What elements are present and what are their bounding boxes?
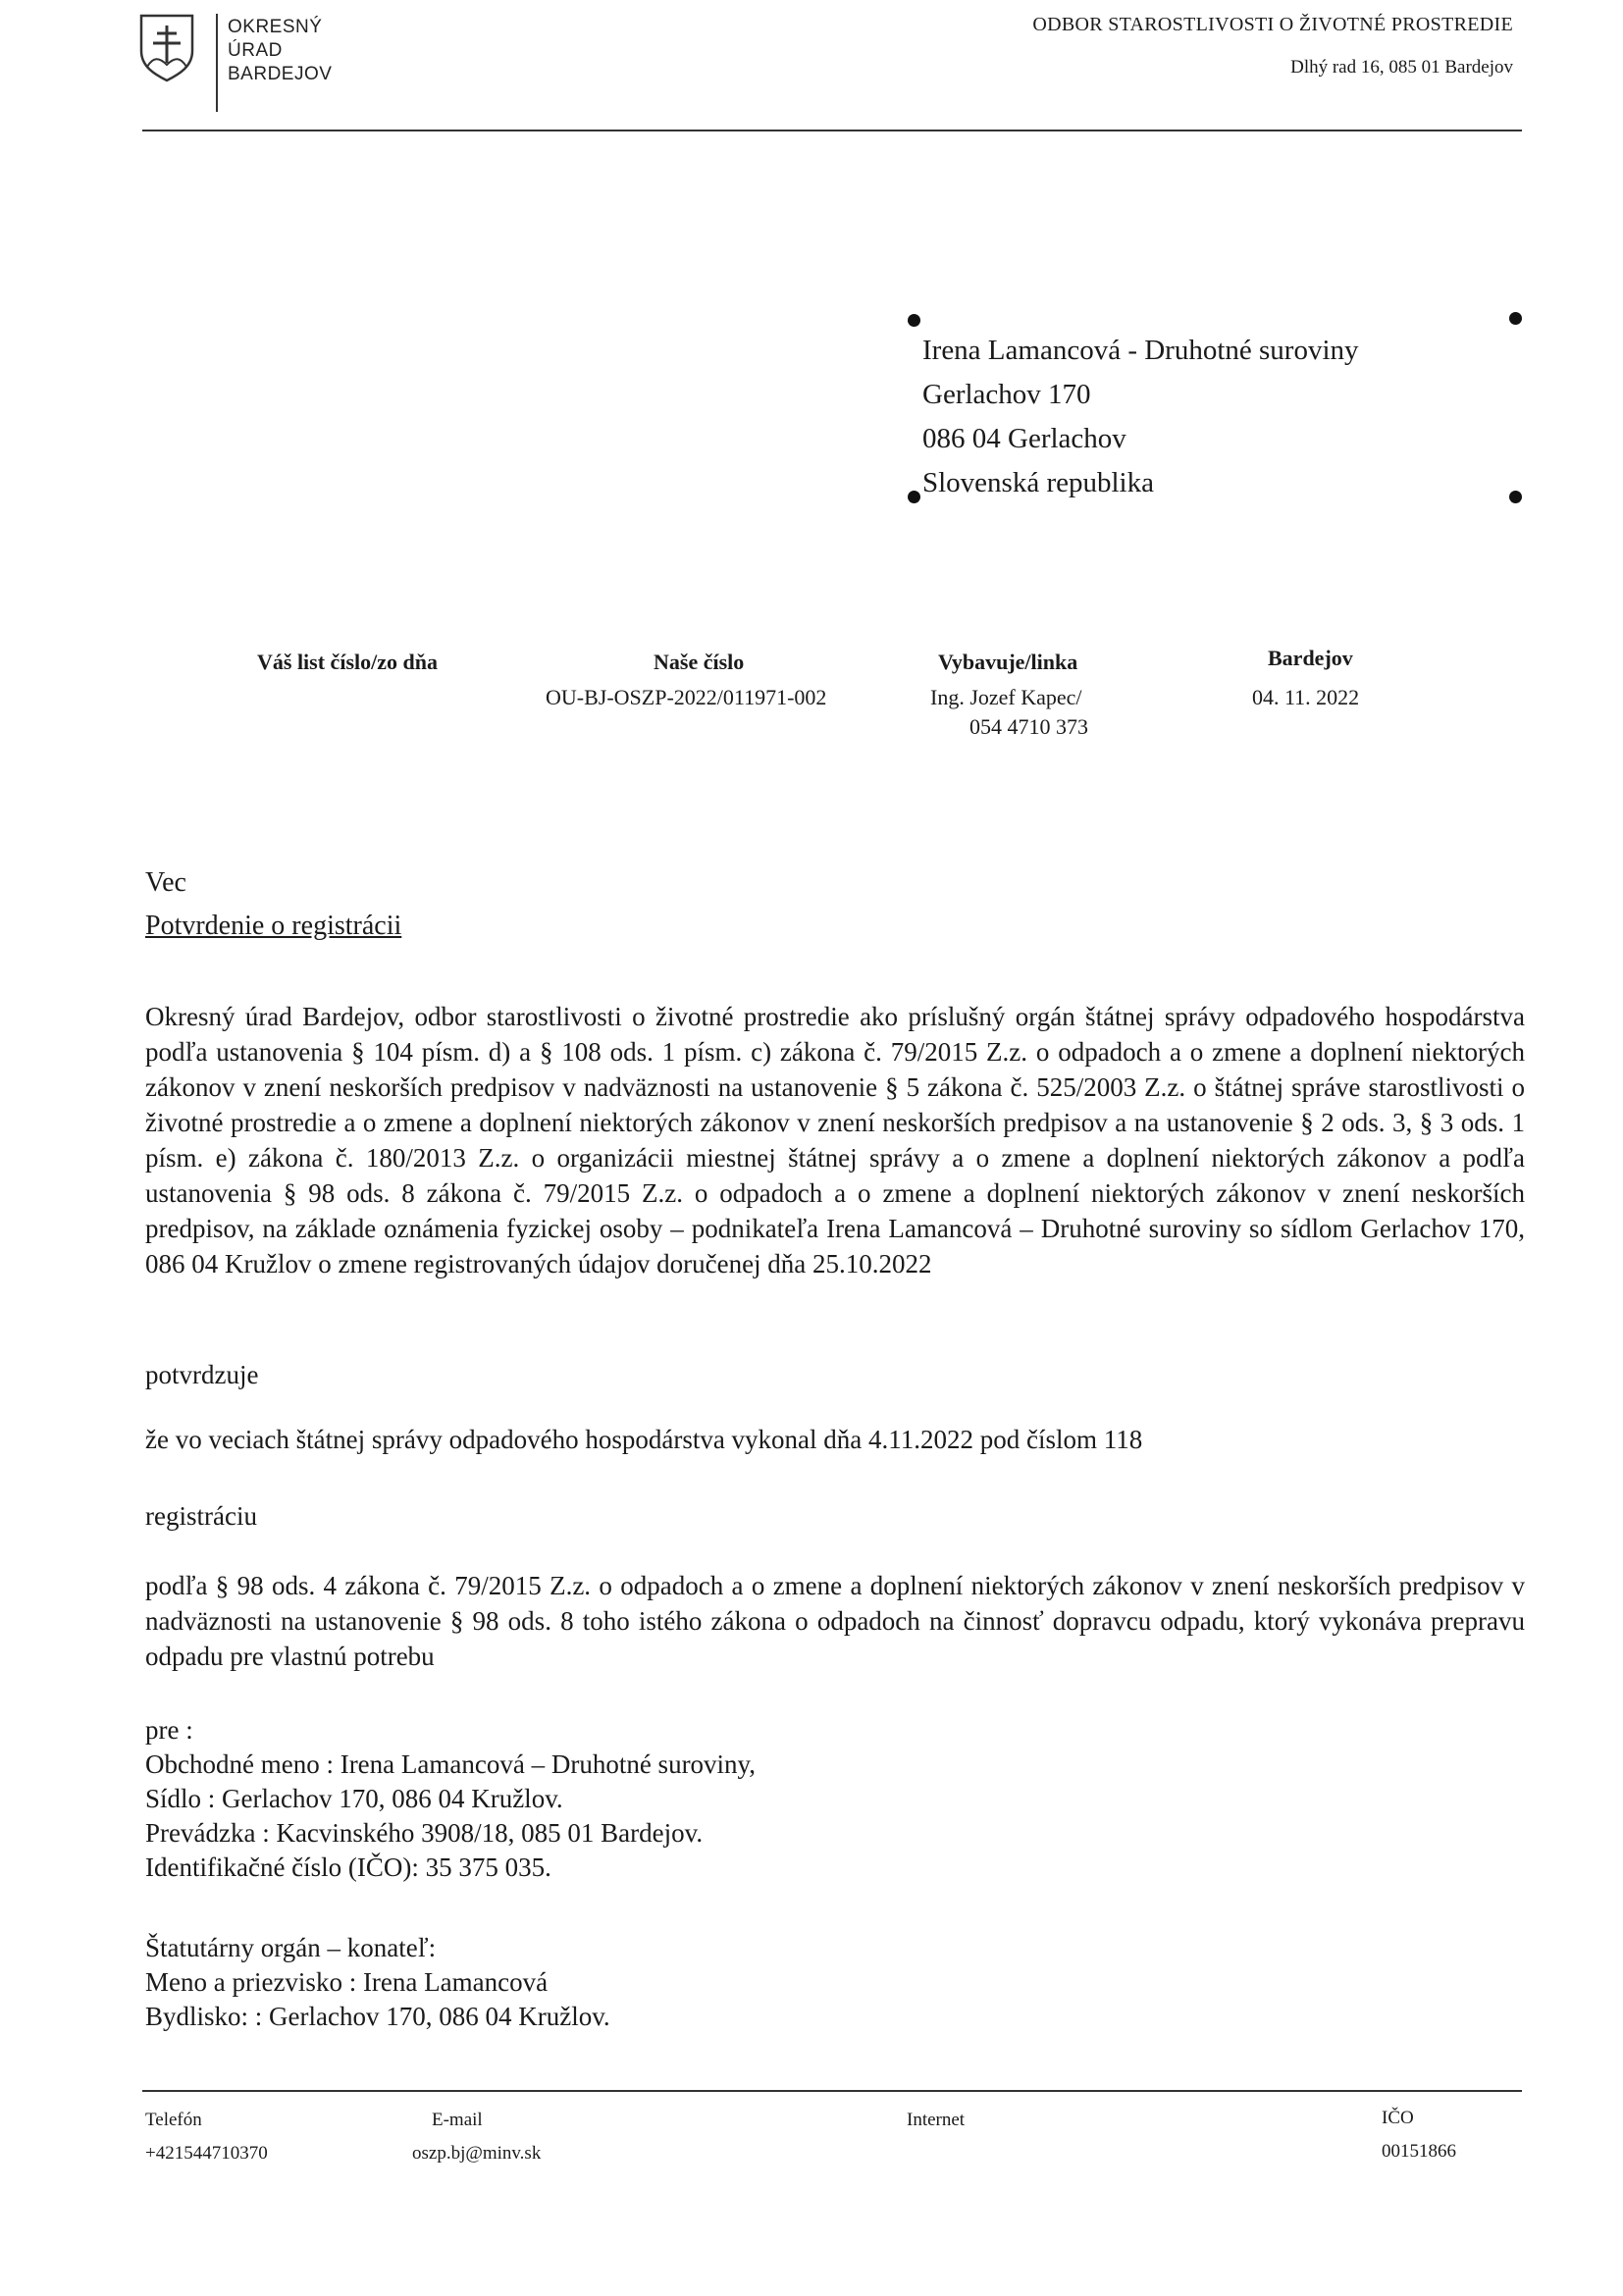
recipient-line: Slovenská republika	[922, 467, 1154, 498]
legal-basis-paragraph: podľa § 98 ods. 4 zákona č. 79/2015 Z.z. o odpadoch a o zmene a doplnení niektorých zákonov v znení neskorších predpisov v nadväznosti na ustanovenie § 98 ods. 8 toho istého zákona o odpadoch na činnosť dopravcu odpadu, ktorý vykonáva prepravu odpadu pre vlastnú potrebu	[145, 1571, 1525, 1671]
internet-label: Internet	[907, 2110, 966, 2130]
registrant-line: Sídlo : Gerlachov 170, 086 04 Kružlov.	[145, 1784, 563, 1813]
department-name: ODBOR STAROSTLIVOSTI O ŽIVOTNÉ PROSTREDIE	[1032, 14, 1513, 35]
registrant-details	[145, 1713, 756, 1885]
office-name	[228, 16, 332, 86]
email-address[interactable]: oszp.bj@minv.sk	[412, 2143, 542, 2164]
department-address: Dlhý rad 16, 085 01 Bardejov	[1290, 57, 1513, 78]
registrant-line: Obchodné meno : Irena Lamancová – Druhotné suroviny,	[145, 1749, 757, 1779]
address-window-mark	[908, 491, 920, 503]
ico-number: 00151866	[1382, 2141, 1456, 2162]
statement-text: že vo veciach štátnej správy odpadového hospodárstva vykonal dňa 4.11.2022 pod číslom 118	[145, 1425, 1143, 1454]
office-name-line: ÚRAD	[228, 40, 283, 61]
statutory-line: Štatutárny orgán – konateľ:	[145, 1933, 437, 1962]
handled-by-phone: 054 4710 373	[969, 714, 1088, 739]
your-letter-label: Váš list číslo/zo dňa	[257, 650, 438, 674]
our-number-label: Naše číslo	[654, 650, 745, 674]
handled-by-label: Vybavuje/linka	[938, 650, 1078, 674]
statutory-line: Meno a priezvisko : Irena Lamancová	[145, 1967, 549, 1997]
phone-number: +421544710370	[145, 2143, 268, 2164]
subject: Potvrdenie o registrácii	[145, 911, 402, 941]
header-divider	[142, 130, 1522, 131]
recipient-line: Gerlachov 170	[922, 379, 1091, 410]
recipient-line: Irena Lamancová - Druhotné suroviny	[922, 335, 1359, 366]
confirms-text: potvrdzuje	[145, 1360, 259, 1389]
registrant-line: pre :	[145, 1715, 193, 1745]
letter-date: 04. 11. 2022	[1252, 685, 1360, 709]
place-label: Bardejov	[1268, 646, 1353, 670]
email-label: E-mail	[432, 2110, 483, 2130]
recipient-address	[922, 329, 1359, 505]
phone-label: Telefón	[145, 2110, 202, 2130]
intro-paragraph: Okresný úrad Bardejov, odbor starostlivosti o životné prostredie ako príslušný orgán štátnej správy odpadového hospodárstva podľa ustanovenia § 104 písm. d) a § 108 ods. 1 písm. c) zákona č. 79/2015 Z.z. o odpadoch a o zmene a doplnení niektorých zákonov v znení neskorších predpisov v nadväznosti na ustanovenie § 5 zákona č. 525/2003 Z.z. o štátnej správe starostlivosti o životné prostredie a o zmene a doplnení niektorých zákonov v znení neskorších predpisov a na ustanovenie § 2 ods. 3, § 3 ods. 1 písm. e) zákona č. 180/2013 Z.z. o organizácii miestnej štátnej správy a o zmene a doplnení niektorých zákonov a podľa ustanovenia § 98 ods. 8 zákona č. 79/2015 Z.z. o odpadoch a o zmene a doplnení niektorých zákonov v znení neskorších predpisov, na základe oznámenia fyzickej osoby – podnikateľa Irena Lamancová – Druhotné suroviny so sídlom Gerlachov 170, 086 04 Kružlov o zmene registrovaných údajov doručenej dňa 25.10.2022	[145, 1002, 1525, 1278]
ico-label: IČO	[1382, 2108, 1414, 2128]
registrant-line: Prevádzka : Kacvinského 3908/18, 085 01 Bardejov.	[145, 1818, 704, 1848]
slovak-coat-of-arms-icon	[137, 12, 196, 82]
handled-by-name: Ing. Jozef Kapec/	[930, 685, 1082, 709]
subject-label: Vec	[145, 867, 186, 898]
our-number: OU-BJ-OSZP-2022/011971-002	[546, 685, 827, 709]
statutory-body	[145, 1931, 610, 2034]
footer-divider	[142, 2090, 1522, 2092]
recipient-line: 086 04 Gerlachov	[922, 423, 1126, 454]
office-name-line: BARDEJOV	[228, 64, 333, 84]
office-name-line: OKRESNÝ	[228, 17, 323, 37]
registrant-line: Identifikačné číslo (IČO): 35 375 035.	[145, 1852, 551, 1882]
address-window-mark	[908, 314, 920, 327]
statutory-line: Bydlisko: : Gerlachov 170, 086 04 Kružlov.	[145, 2002, 610, 2031]
registration-text: registráciu	[145, 1501, 257, 1531]
logo-divider	[216, 14, 218, 112]
address-window-mark	[1509, 491, 1522, 503]
address-window-mark	[1509, 312, 1522, 325]
